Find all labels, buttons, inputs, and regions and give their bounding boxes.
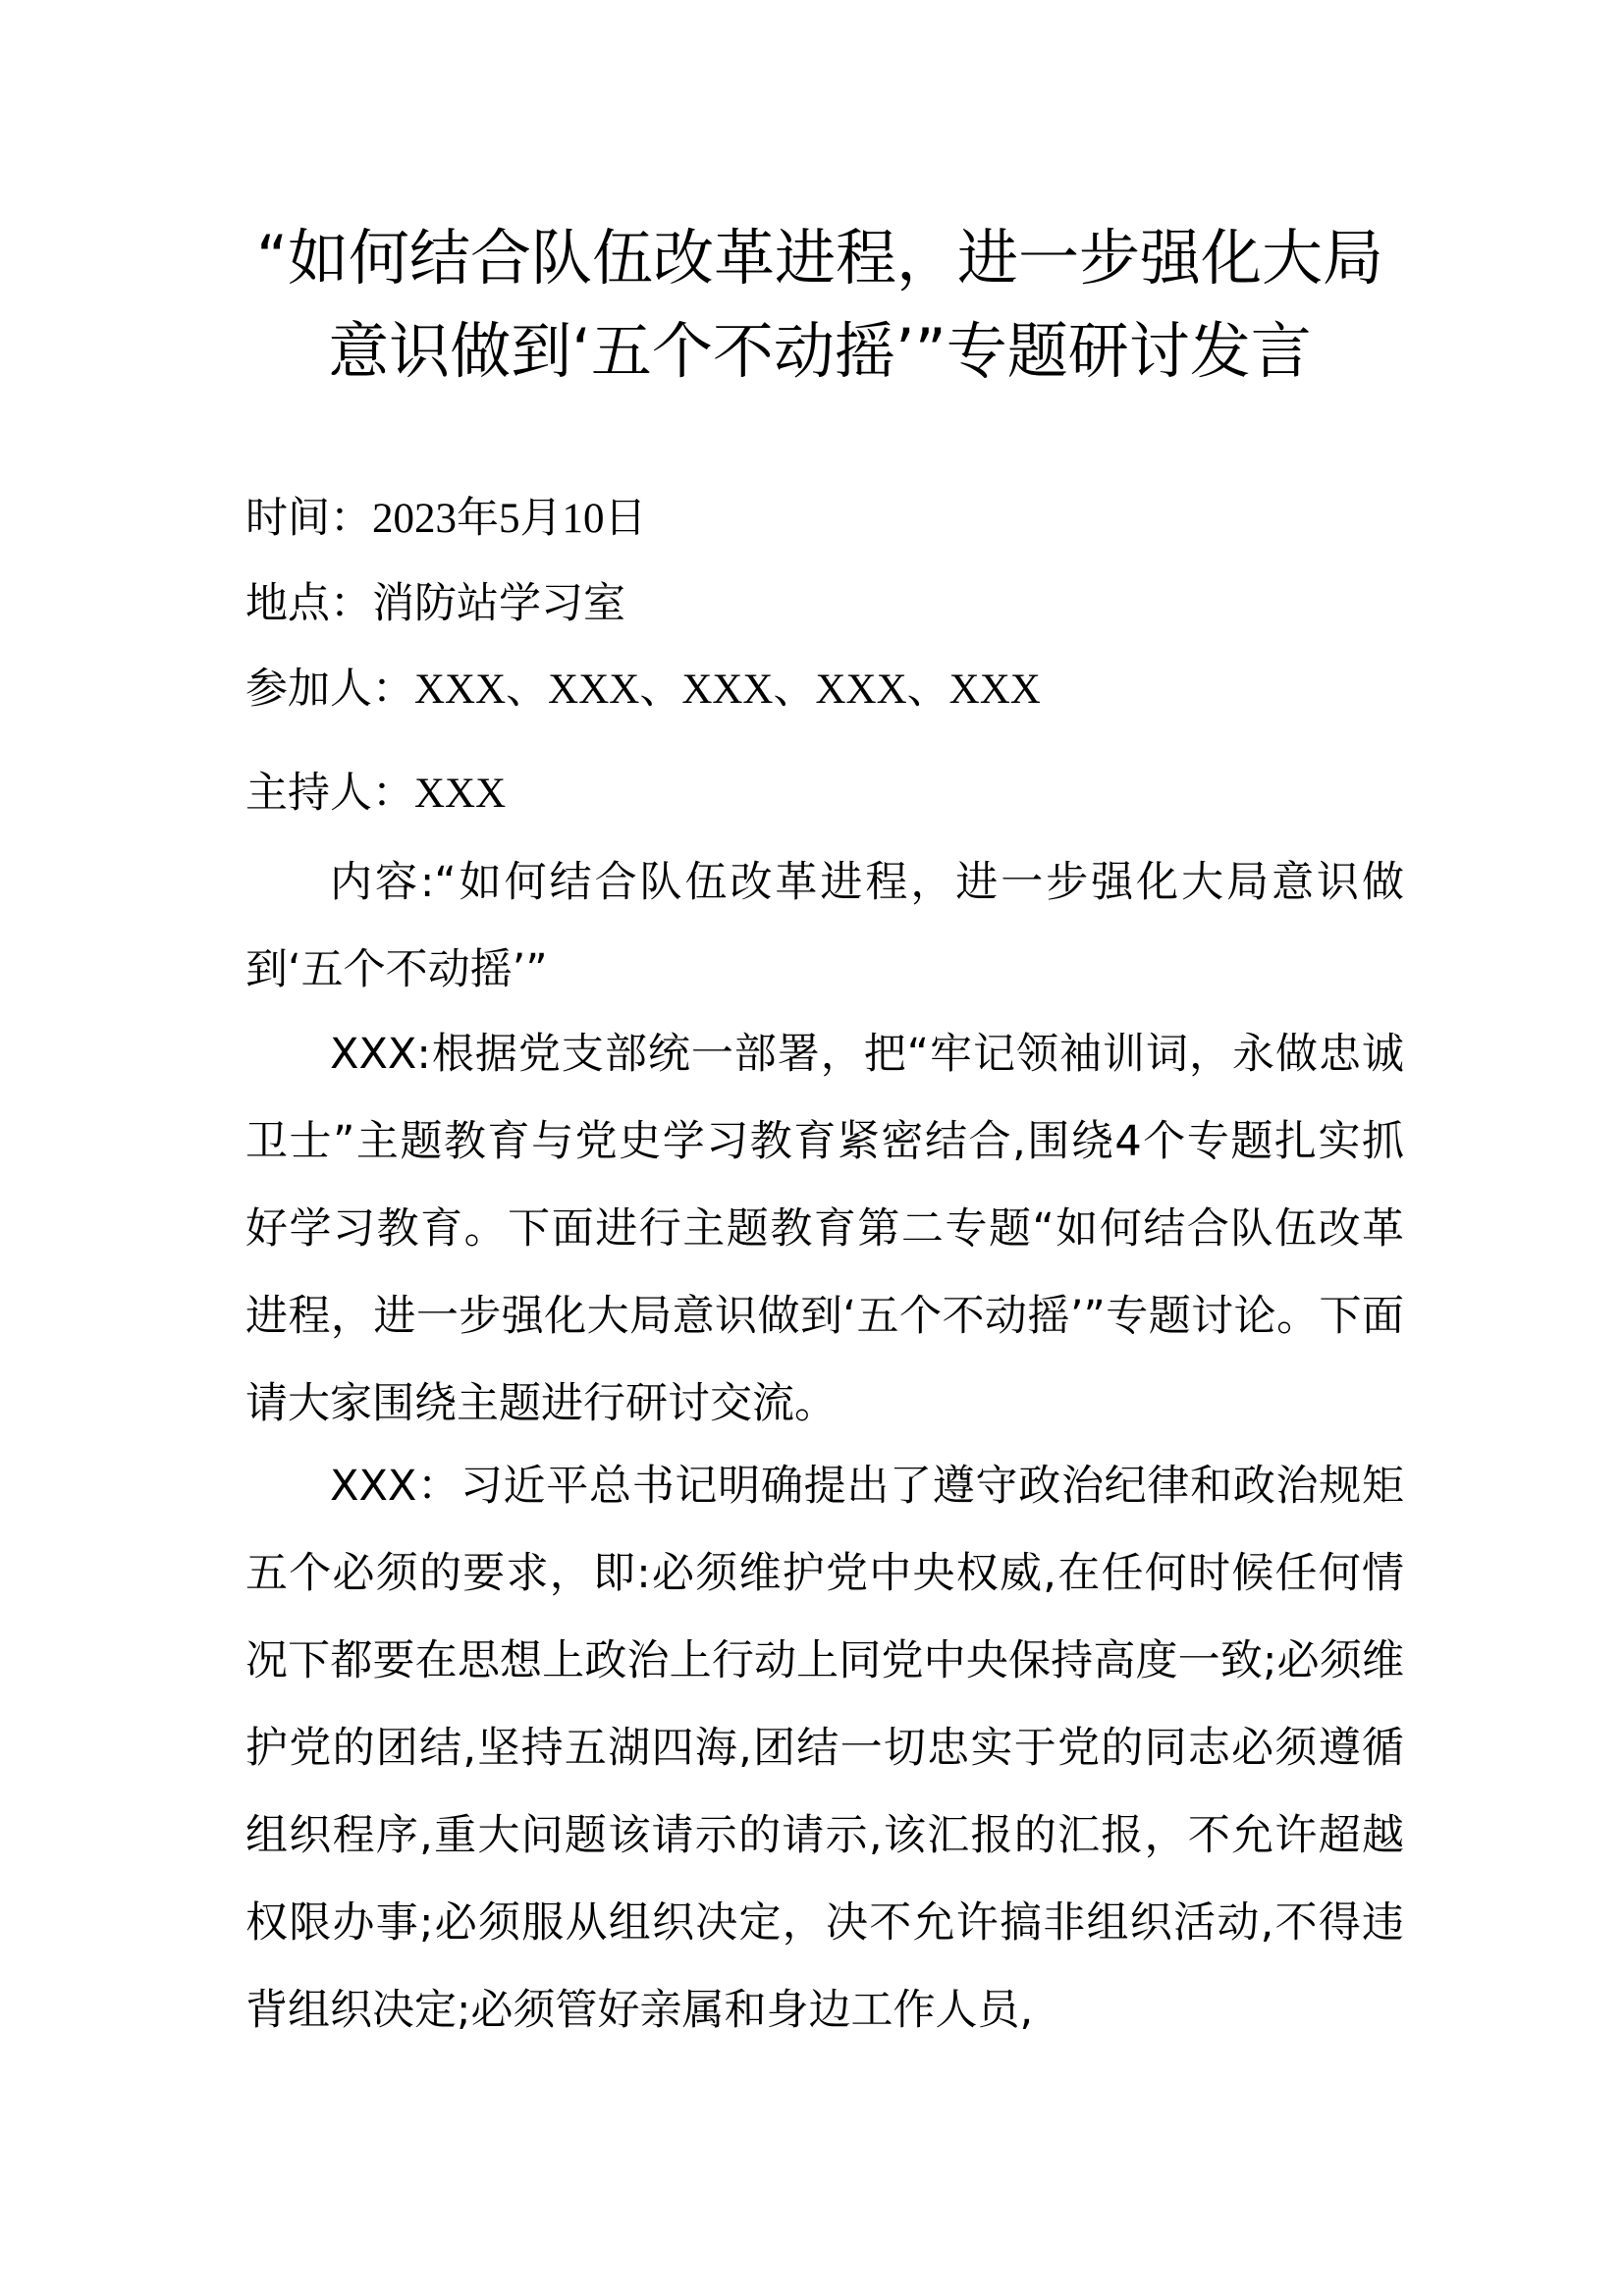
meta-time-value: 2023年5月10日	[372, 496, 647, 542]
meta-host	[245, 764, 506, 824]
meta-time-label: 时间：	[245, 494, 372, 543]
meta-participants-label: 参加人：	[245, 665, 414, 714]
title-line-1: “如何结合队伍改革进程，进一步强化大局	[255, 222, 1384, 294]
meta-place	[245, 574, 625, 633]
meta-participants	[245, 660, 1041, 720]
title-line-2: 意识做到‘五个不动摇’”专题研讨发言	[328, 315, 1312, 387]
paragraph-content: 内容:“如何结合队伍改革进程，进一步强化大局意识做到‘五个不动摇’”	[245, 858, 1404, 994]
meta-place-value: 消防站学习室	[372, 579, 625, 628]
meta-host-value: XXX	[414, 771, 507, 817]
meta-time	[245, 489, 647, 549]
meta-participants-value: XXX、XXX、XXX、XXX、XXX	[414, 667, 1041, 713]
paragraph-discussion: XXX：习近平总书记明确提出了遵守政治纪律和政治规矩五个必须的要求，即:必须维护党中央权威,在任何时候任何情况下都要在思想上政治上行动上同党中央保持高度一致;必须维护党的团结,坚持五湖四海,团结一切忠实于党的同志必须遵循组织程序,重大问题该请示的请示,该汇报的汇报，不允许超越权限办事;必须服从组织决定，决不允许搞非组织活动,不得违背组织决定;必须管好亲属和身边工作人员,	[245, 1462, 1404, 2035]
meta-place-label: 地点：	[245, 579, 372, 628]
paragraph-opening-remarks: XXX:根据党支部统一部署，把“牢记领袖训词，永做忠诚卫士”主题教育与党史学习教育紧密结合,围绕4个专题扎实抓好学习教育。下面进行主题教育第二专题“如何结合队伍改革进程，进一步强化大局意识做到‘五个不动摇’”专题讨论。下面请大家围绕主题进行研讨交流。	[245, 1030, 1404, 1428]
meta-host-label: 主持人：	[245, 769, 414, 818]
document-title	[245, 211, 1394, 398]
